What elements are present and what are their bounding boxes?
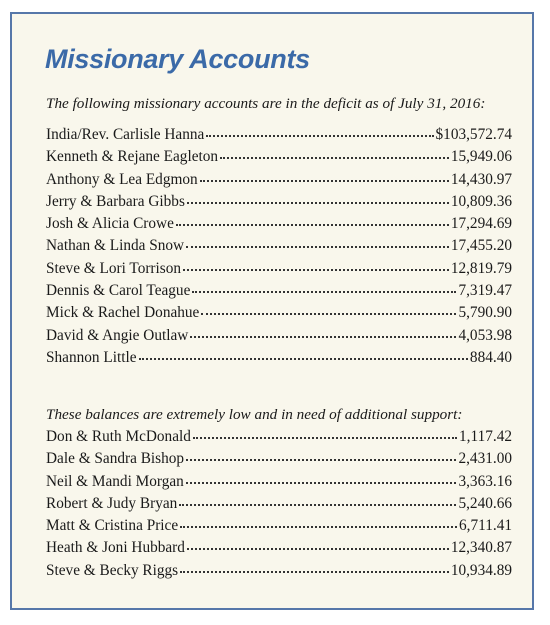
account-name: Anthony & Lea Edgmon — [46, 170, 198, 188]
account-row — [46, 124, 512, 146]
account-name: Heath & Joni Hubbard — [46, 539, 185, 557]
account-name: Shannon Little — [46, 348, 137, 366]
account-name: Matt & Cristina Price — [46, 517, 179, 535]
dot-leader — [192, 290, 456, 293]
dot-leader — [193, 436, 457, 439]
dot-leader — [186, 245, 449, 248]
account-amount: 4,053.98 — [458, 326, 512, 344]
deficit-intro: The following missionary accounts are in the deficit as of July 31, 2016: — [46, 95, 486, 112]
account-row — [46, 191, 512, 213]
account-amount: 12,340.87 — [450, 539, 512, 557]
deficit-accounts-list — [46, 124, 512, 369]
account-name: Robert & Judy Bryan — [46, 494, 178, 512]
dot-leader — [186, 458, 456, 461]
dot-leader — [187, 201, 449, 204]
account-name: Nathan & Linda Snow — [46, 237, 185, 255]
dot-leader — [186, 481, 457, 484]
low-balance-intro: These balances are extremely low and in need of additional support: — [46, 406, 463, 423]
dot-leader — [139, 357, 468, 360]
account-amount: 14,430.97 — [450, 170, 512, 188]
account-amount: $103,572.74 — [435, 126, 512, 143]
account-name: Don & Ruth McDonald — [46, 428, 191, 445]
dot-leader — [190, 335, 456, 338]
missionary-accounts-panel — [10, 12, 534, 610]
account-row — [46, 146, 512, 168]
account-row — [46, 280, 512, 302]
dot-leader — [220, 156, 449, 159]
dot-leader — [200, 179, 449, 182]
account-row — [46, 448, 512, 470]
low-balance-accounts-list — [46, 426, 512, 582]
account-amount: 2,431.00 — [458, 450, 512, 468]
account-name: Kenneth & Rejane Eagleton — [46, 148, 219, 166]
account-amount: 10,934.89 — [450, 561, 512, 579]
dot-leader — [180, 570, 449, 573]
account-row — [46, 347, 512, 369]
account-name: Josh & Alicia Crowe — [46, 215, 174, 233]
dot-leader — [183, 268, 449, 271]
account-amount: 6,711.41 — [459, 517, 512, 535]
account-name: India/Rev. Carlisle Hanna — [46, 126, 205, 143]
account-name: Mick & Rachel Donahue — [46, 304, 200, 322]
account-row — [46, 213, 512, 235]
page-title: Missionary Accounts — [45, 44, 310, 74]
account-amount: 10,809.36 — [450, 192, 512, 210]
account-name: Steve & Lori Torrison — [46, 259, 182, 277]
account-name: Steve & Becky Riggs — [46, 561, 179, 579]
dot-leader — [176, 223, 449, 226]
account-row — [46, 302, 512, 324]
dot-leader — [180, 525, 457, 528]
account-amount: 7,319.47 — [458, 282, 512, 300]
account-row — [46, 560, 512, 582]
account-amount: 884.40 — [469, 348, 512, 366]
account-amount: 15,949.06 — [450, 148, 512, 166]
account-row — [46, 426, 512, 448]
account-row — [46, 493, 512, 515]
account-row — [46, 325, 512, 347]
account-amount: 3,363.16 — [458, 472, 512, 490]
account-name: David & Angie Outlaw — [46, 326, 189, 344]
dot-leader — [187, 547, 449, 550]
account-amount: 1,117.42 — [459, 428, 512, 445]
dot-leader — [206, 134, 433, 137]
account-row — [46, 515, 512, 537]
account-row — [46, 235, 512, 257]
account-amount: 17,455.20 — [450, 237, 512, 255]
account-amount: 17,294.69 — [450, 215, 512, 233]
account-row — [46, 169, 512, 191]
account-name: Jerry & Barbara Gibbs — [46, 192, 185, 210]
account-amount: 5,240.66 — [458, 494, 512, 512]
account-row — [46, 258, 512, 280]
dot-leader — [179, 503, 456, 506]
account-row — [46, 537, 512, 559]
dot-leader — [201, 312, 456, 315]
account-amount: 12,819.79 — [450, 259, 512, 277]
account-name: Dale & Sandra Bishop — [46, 450, 185, 468]
account-name: Neil & Mandi Morgan — [46, 472, 184, 490]
account-name: Dennis & Carol Teague — [46, 282, 191, 300]
account-amount: 5,790.90 — [458, 304, 512, 322]
account-row — [46, 471, 512, 493]
